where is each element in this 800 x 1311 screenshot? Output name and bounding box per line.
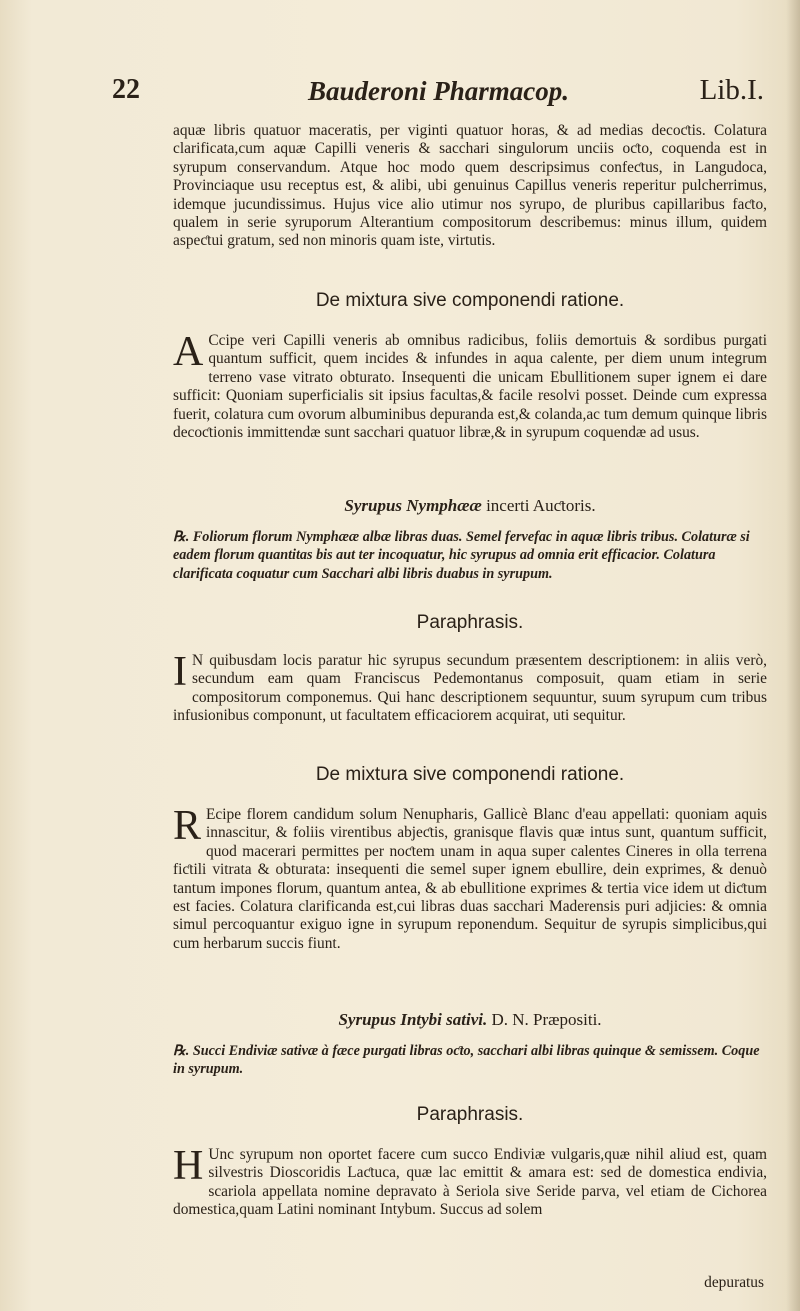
recipe-intybi bbox=[173, 1042, 767, 1079]
paraphrasis-paragraph-1 bbox=[173, 649, 767, 726]
drop-cap: I bbox=[173, 649, 187, 695]
recipe-text: ℞. Succi Endiviæ sativæ à fæce purgati libras oƈto, sacchari albi libras quinque & semissem. Coque in syrupum. bbox=[173, 1043, 760, 1078]
nenuphar-recipe-paragraph bbox=[173, 803, 767, 953]
paraphrasis-paragraph-2 bbox=[173, 1143, 767, 1220]
catchword: depuratus bbox=[704, 1274, 764, 1291]
subheading-syrupus-nymphaeae bbox=[173, 496, 767, 516]
running-title: Bauderoni Pharmacop. bbox=[308, 76, 570, 106]
paragraph-text: Ccipe veri Capilli veneris ab omnibus radicibus, foliis demortuis & sordibus purgati quantum sufficit, quem incides & infundes in aqua calente, per diem unum integrum terreno vase vitrato obturato. Insequenti die unicam Ebullitionem super ignem ei dare sufficit: Quoniam superficialis sit ipsius facultas,& facile resolvi posset. Deinde cum expressa fuerit, colatura cum ovorum albuminibus depuranda est,& colanda,ac tum demum quinque libris decoƈtionis immittendæ sunt sacchari quatuor libræ,& in syrupum coquendæ ad usus. bbox=[173, 332, 767, 442]
heading-text: De mixtura sive componendi ratione. bbox=[315, 764, 625, 785]
subheading-italic: Syrupus Nymphææ bbox=[344, 496, 482, 515]
section-heading-mixtura-2 bbox=[173, 764, 767, 786]
page-number: 22 bbox=[112, 74, 140, 105]
continued-paragraph bbox=[173, 122, 767, 251]
subheading-italic: Syrupus Intybi sativi. bbox=[338, 1010, 488, 1029]
page-header bbox=[96, 74, 764, 114]
heading-text: Paraphrasis. bbox=[416, 612, 524, 633]
book-number: Lib.I. bbox=[699, 74, 764, 106]
drop-cap: H bbox=[173, 1143, 204, 1189]
section-heading-paraphrasis-2 bbox=[173, 1104, 767, 1126]
heading-text: Paraphrasis. bbox=[416, 1104, 524, 1125]
section-heading-paraphrasis-1 bbox=[173, 612, 767, 634]
recipe-text: ℞. Foliorum florum Nymphææ albæ libras duas. Semel fervefac in aquæ libris tribus. Colaturæ si eadem florum quantitas bis aut ter incoquatur, hic syrupus ad omnia erit efficacior. Colatura clarificata coquatur cum Sacchari albi libris duabus in syrupum. bbox=[173, 529, 750, 582]
page-edge-shadow bbox=[786, 0, 800, 1311]
subheading-text bbox=[173, 1010, 767, 1030]
subheading-rest: D. N. Præpositi. bbox=[491, 1010, 602, 1029]
paragraph-text: N quibusdam locis paratur hic syrupus secundum præsentem descriptionem: in aliis verò, secundum eam quam Franciscus Pedemontanus composuit, quam etiam in serie compositorum componemus. Qui hanc descriptionem sequuntur, suum syrupum cum tribus infusionibus componunt, ut facultatem efficaciorem acquirat, uti sequitur. bbox=[173, 652, 767, 725]
drop-cap: R bbox=[173, 803, 202, 849]
heading-text: De mixtura sive componendi ratione. bbox=[315, 290, 625, 311]
paragraph-text: aquæ libris quatuor maceratis, per viginti quatuor horas, & ad medias decoƈtis. Colatura clarificata,cum aquæ Capilli veneris & sacchari singulorum unciis oƈto, coquenda est in syrupum conservandum. Atque hoc modo quem descripsimus confeƈtus, in Langudoca, Provinciaque usu receptus est, & alibi, ubi genuinus Capillus veneris reperitur pulcherrimus, idemque jucundissimus. Hujus vice alio utimur nos syrupo, de pluribus capillaribus faƈto, qualem in serie syruporum Alterantium compositorum describemus: minus illum, quidem aspeƈtui gratum, sed non minoris quam iste, virtutis. bbox=[173, 122, 767, 250]
subheading-syrupus-intybi bbox=[173, 1010, 767, 1030]
paragraph-text: Ecipe florem candidum solum Nenupharis, Gallicè Blanc d'eau appellati: quoniam aquis innascitur, & foliis virentibus abjeƈtis, granisque flavis quæ intus sunt, quantum sufficit, quod macerari permittes per noƈtem unam in aqua super calentes Cineres in olla terrena fiƈtili vitrata & obturata: insequenti die semel super ignem ebullire, dein exprimes, & denuò tantum impones florum, quantum antea, & ab ebullitione exprimes & tertia vice idem ut diƈtum est facies. Colatura clarificanda est,cui libras duas sacchari Maderensis puri adjicies: & omnia simul percoquantur exiguo igne in syrupum reponendum. Sequitur de syrupis simplicibus,qui cum herbarum succis fiunt. bbox=[173, 806, 767, 952]
subheading-text bbox=[173, 496, 767, 516]
drop-cap: A bbox=[173, 329, 204, 375]
paragraph-text: Unc syrupum non oportet facere cum succo Endiviæ vulgaris,quæ nihil aliud est, quam silvestris Dioscoridis Laƈtuca, quæ lac emittit & amara est: sed de domestica endivia, scariola appellata nomine depravato à Seriola sive Seride parva, vel etiam de Cichorea domestica,quam Latini nominant Intybum. Succus ad solem bbox=[173, 1146, 767, 1219]
capillus-recipe-paragraph bbox=[173, 329, 767, 442]
recipe-nymphaeae bbox=[173, 528, 767, 583]
section-heading-mixtura-1 bbox=[173, 290, 767, 312]
subheading-rest: incerti Auƈtoris. bbox=[486, 496, 596, 515]
